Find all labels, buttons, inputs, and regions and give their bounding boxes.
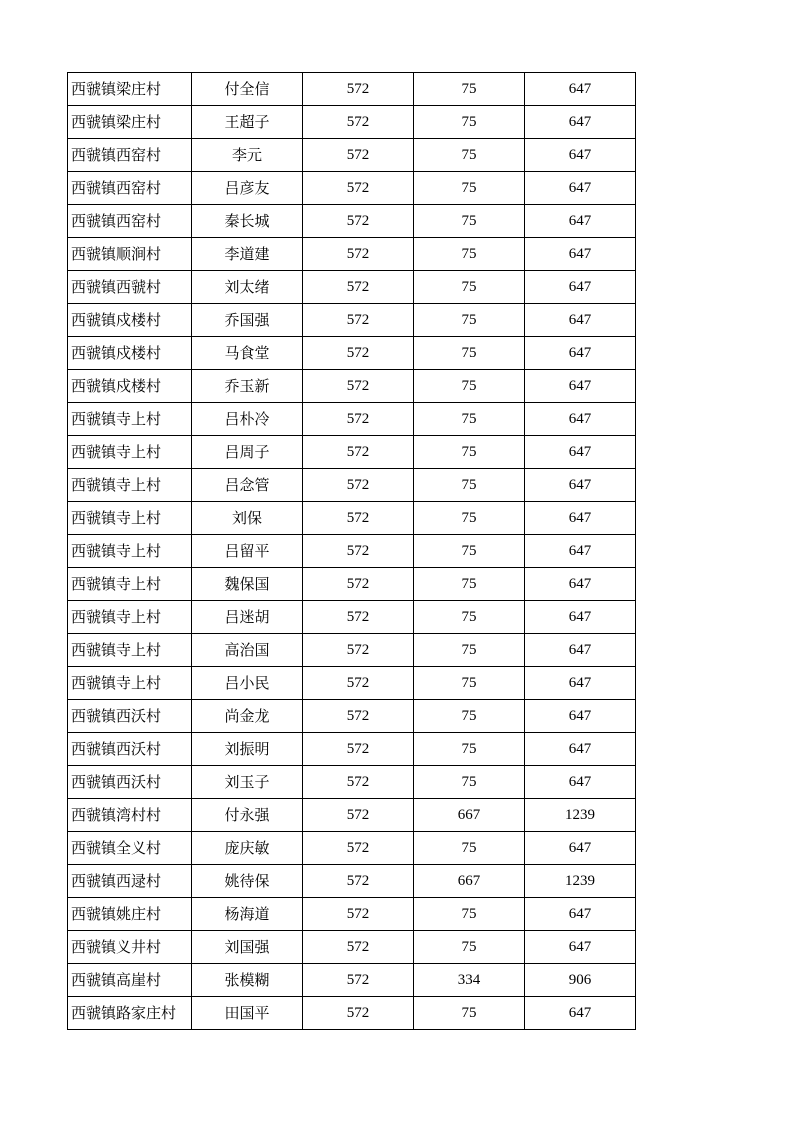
amount-b-cell: 75	[414, 370, 525, 403]
amount-b-cell: 75	[414, 502, 525, 535]
village-cell: 西虢镇西窑村	[68, 139, 192, 172]
amount-a-cell: 572	[303, 304, 414, 337]
total-cell: 647	[525, 568, 636, 601]
total-cell: 647	[525, 139, 636, 172]
village-cell: 西虢镇寺上村	[68, 502, 192, 535]
amount-a-cell: 572	[303, 106, 414, 139]
person-name-cell: 王超子	[192, 106, 303, 139]
table-row	[68, 997, 636, 1030]
person-name-cell: 姚待保	[192, 865, 303, 898]
total-cell: 647	[525, 898, 636, 931]
table-body	[68, 73, 636, 1030]
amount-b-cell: 75	[414, 634, 525, 667]
amount-b-cell: 75	[414, 832, 525, 865]
person-name-cell: 吕迷胡	[192, 601, 303, 634]
village-cell: 西虢镇寺上村	[68, 568, 192, 601]
table-row	[68, 964, 636, 997]
person-name-cell: 付全信	[192, 73, 303, 106]
village-cell: 西虢镇全义村	[68, 832, 192, 865]
person-name-cell: 杨海道	[192, 898, 303, 931]
person-name-cell: 付永强	[192, 799, 303, 832]
amount-a-cell: 572	[303, 271, 414, 304]
person-name-cell: 高治国	[192, 634, 303, 667]
amount-b-cell: 667	[414, 865, 525, 898]
table-row	[68, 106, 636, 139]
amount-a-cell: 572	[303, 469, 414, 502]
table-row	[68, 667, 636, 700]
table-row	[68, 931, 636, 964]
total-cell: 647	[525, 271, 636, 304]
table-row	[68, 73, 636, 106]
total-cell: 647	[525, 832, 636, 865]
village-cell: 西虢镇寺上村	[68, 535, 192, 568]
total-cell: 647	[525, 931, 636, 964]
amount-b-cell: 75	[414, 238, 525, 271]
amount-b-cell: 75	[414, 403, 525, 436]
amount-b-cell: 334	[414, 964, 525, 997]
total-cell: 647	[525, 403, 636, 436]
table-row	[68, 832, 636, 865]
table-row	[68, 535, 636, 568]
person-name-cell: 吕彦友	[192, 172, 303, 205]
amount-a-cell: 572	[303, 337, 414, 370]
total-cell: 1239	[525, 865, 636, 898]
amount-b-cell: 75	[414, 139, 525, 172]
amount-b-cell: 75	[414, 733, 525, 766]
total-cell: 647	[525, 502, 636, 535]
amount-b-cell: 75	[414, 667, 525, 700]
table-row	[68, 172, 636, 205]
amount-a-cell: 572	[303, 568, 414, 601]
table-row	[68, 436, 636, 469]
amount-b-cell: 75	[414, 535, 525, 568]
amount-a-cell: 572	[303, 964, 414, 997]
amount-a-cell: 572	[303, 766, 414, 799]
table-row	[68, 238, 636, 271]
amount-a-cell: 572	[303, 997, 414, 1030]
person-name-cell: 吕周子	[192, 436, 303, 469]
village-cell: 西虢镇戍楼村	[68, 304, 192, 337]
amount-a-cell: 572	[303, 403, 414, 436]
total-cell: 906	[525, 964, 636, 997]
amount-a-cell: 572	[303, 205, 414, 238]
amount-a-cell: 572	[303, 73, 414, 106]
total-cell: 647	[525, 469, 636, 502]
table-row	[68, 205, 636, 238]
table-row	[68, 403, 636, 436]
person-name-cell: 刘国强	[192, 931, 303, 964]
village-cell: 西虢镇寺上村	[68, 601, 192, 634]
amount-a-cell: 572	[303, 667, 414, 700]
person-name-cell: 秦长城	[192, 205, 303, 238]
village-cell: 西虢镇戍楼村	[68, 337, 192, 370]
amount-b-cell: 75	[414, 304, 525, 337]
amount-a-cell: 572	[303, 832, 414, 865]
amount-a-cell: 572	[303, 799, 414, 832]
amount-a-cell: 572	[303, 931, 414, 964]
amount-a-cell: 572	[303, 898, 414, 931]
amount-b-cell: 75	[414, 436, 525, 469]
village-cell: 西虢镇西虢村	[68, 271, 192, 304]
total-cell: 647	[525, 238, 636, 271]
amount-a-cell: 572	[303, 634, 414, 667]
table-row	[68, 502, 636, 535]
table-row	[68, 337, 636, 370]
amount-b-cell: 75	[414, 73, 525, 106]
amount-a-cell: 572	[303, 865, 414, 898]
amount-b-cell: 75	[414, 106, 525, 139]
amount-b-cell: 75	[414, 469, 525, 502]
total-cell: 647	[525, 700, 636, 733]
person-name-cell: 刘太绪	[192, 271, 303, 304]
person-name-cell: 庞庆敏	[192, 832, 303, 865]
total-cell: 647	[525, 535, 636, 568]
amount-b-cell: 75	[414, 898, 525, 931]
person-name-cell: 刘玉子	[192, 766, 303, 799]
total-cell: 647	[525, 997, 636, 1030]
amount-b-cell: 667	[414, 799, 525, 832]
person-name-cell: 李道建	[192, 238, 303, 271]
total-cell: 647	[525, 634, 636, 667]
amount-b-cell: 75	[414, 337, 525, 370]
table-row	[68, 304, 636, 337]
table-row	[68, 271, 636, 304]
village-cell: 西虢镇寺上村	[68, 403, 192, 436]
table-row	[68, 469, 636, 502]
total-cell: 647	[525, 370, 636, 403]
amount-a-cell: 572	[303, 139, 414, 172]
total-cell: 647	[525, 304, 636, 337]
total-cell: 647	[525, 337, 636, 370]
table-row	[68, 799, 636, 832]
amount-b-cell: 75	[414, 205, 525, 238]
total-cell: 647	[525, 733, 636, 766]
total-cell: 647	[525, 667, 636, 700]
total-cell: 647	[525, 436, 636, 469]
total-cell: 1239	[525, 799, 636, 832]
village-cell: 西虢镇梁庄村	[68, 106, 192, 139]
amount-b-cell: 75	[414, 997, 525, 1030]
amount-b-cell: 75	[414, 568, 525, 601]
total-cell: 647	[525, 73, 636, 106]
village-cell: 西虢镇寺上村	[68, 634, 192, 667]
amount-a-cell: 572	[303, 436, 414, 469]
amount-b-cell: 75	[414, 172, 525, 205]
table-row	[68, 601, 636, 634]
person-name-cell: 吕朴冷	[192, 403, 303, 436]
village-cell: 西虢镇西沃村	[68, 700, 192, 733]
total-cell: 647	[525, 106, 636, 139]
person-name-cell: 吕小民	[192, 667, 303, 700]
village-cell: 西虢镇姚庄村	[68, 898, 192, 931]
table-row	[68, 568, 636, 601]
village-cell: 西虢镇湾村村	[68, 799, 192, 832]
village-cell: 西虢镇戍楼村	[68, 370, 192, 403]
amount-b-cell: 75	[414, 700, 525, 733]
amount-a-cell: 572	[303, 733, 414, 766]
amount-a-cell: 572	[303, 172, 414, 205]
total-cell: 647	[525, 766, 636, 799]
table-row	[68, 898, 636, 931]
amount-a-cell: 572	[303, 535, 414, 568]
amount-a-cell: 572	[303, 238, 414, 271]
village-cell: 西虢镇义井村	[68, 931, 192, 964]
village-cell: 西虢镇高崖村	[68, 964, 192, 997]
person-name-cell: 吕念管	[192, 469, 303, 502]
person-name-cell: 张模糊	[192, 964, 303, 997]
person-name-cell: 李元	[192, 139, 303, 172]
amount-a-cell: 572	[303, 601, 414, 634]
amount-b-cell: 75	[414, 931, 525, 964]
amount-a-cell: 572	[303, 700, 414, 733]
village-cell: 西虢镇寺上村	[68, 667, 192, 700]
village-cell: 西虢镇西沃村	[68, 766, 192, 799]
village-cell: 西虢镇寺上村	[68, 436, 192, 469]
table-row	[68, 733, 636, 766]
table-row	[68, 139, 636, 172]
person-name-cell: 吕留平	[192, 535, 303, 568]
person-name-cell: 马食堂	[192, 337, 303, 370]
village-cell: 西虢镇西沃村	[68, 733, 192, 766]
table-row	[68, 700, 636, 733]
village-cell: 西虢镇路家庄村	[68, 997, 192, 1030]
total-cell: 647	[525, 172, 636, 205]
table-row	[68, 865, 636, 898]
village-cell: 西虢镇西窑村	[68, 172, 192, 205]
village-cell: 西虢镇寺上村	[68, 469, 192, 502]
amount-a-cell: 572	[303, 502, 414, 535]
village-cell: 西虢镇西窑村	[68, 205, 192, 238]
person-name-cell: 刘振明	[192, 733, 303, 766]
person-name-cell: 乔玉新	[192, 370, 303, 403]
amount-b-cell: 75	[414, 766, 525, 799]
person-name-cell: 尚金龙	[192, 700, 303, 733]
person-name-cell: 乔国强	[192, 304, 303, 337]
person-name-cell: 田国平	[192, 997, 303, 1030]
table-row	[68, 766, 636, 799]
total-cell: 647	[525, 205, 636, 238]
village-cell: 西虢镇梁庄村	[68, 73, 192, 106]
village-cell: 西虢镇顺涧村	[68, 238, 192, 271]
amount-b-cell: 75	[414, 271, 525, 304]
subsidy-table	[67, 72, 636, 1030]
village-cell: 西虢镇西逯村	[68, 865, 192, 898]
person-name-cell: 刘保	[192, 502, 303, 535]
person-name-cell: 魏保国	[192, 568, 303, 601]
table-row	[68, 634, 636, 667]
amount-a-cell: 572	[303, 370, 414, 403]
amount-b-cell: 75	[414, 601, 525, 634]
table-row	[68, 370, 636, 403]
total-cell: 647	[525, 601, 636, 634]
